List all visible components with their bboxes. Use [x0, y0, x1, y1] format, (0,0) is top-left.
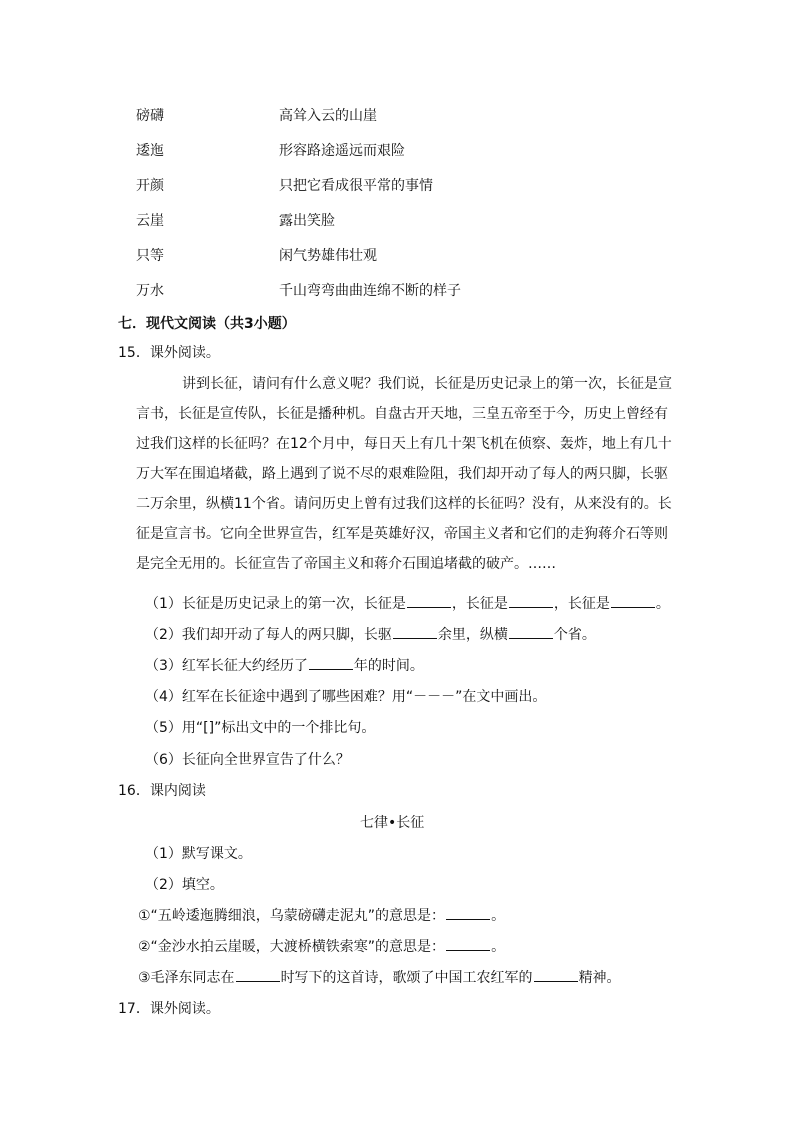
word-left: 开颜 — [136, 178, 164, 194]
word-right: 高耸入云的山崖 — [279, 108, 377, 124]
question-title: 17．课外阅读。 — [118, 1001, 220, 1017]
question-item — [145, 625, 596, 645]
passage-line: 过我们这样的长征吗？在12个月中，每日天上有几十架飞机在侦察、轰炸，地上有几十 — [136, 436, 672, 452]
item-text: 。 — [491, 939, 506, 955]
word-match-row — [136, 139, 656, 163]
question-item: （1）默写课文。 — [145, 846, 252, 862]
item-text: ②“金沙水拍云崖暖，大渡桥横铁索寒”的意思是： — [138, 939, 446, 955]
item-text: 。 — [491, 908, 506, 924]
item-text: 。 — [655, 596, 670, 612]
item-text: 时写下的这首诗，歌颂了中国工农红军的 — [280, 970, 533, 986]
answer-blank[interactable] — [407, 595, 451, 608]
passage-line: 讲到长征，请问有什么意义呢？我们说，长征是历史记录上的第一次，长征是宣 — [182, 376, 672, 392]
item-text: （3）红军长征大约经历了 — [145, 658, 308, 674]
word-match-row — [136, 279, 656, 303]
word-right: 形容路途遥远而艰险 — [279, 143, 405, 159]
word-left: 只等 — [136, 248, 164, 264]
word-right: 露出笑脸 — [279, 213, 335, 229]
passage-line: 万大军在围追堵截，路上遇到了说不尽的艰难险阻，我们却开动了每人的两只脚，长驱 — [136, 466, 668, 482]
question-item — [145, 656, 424, 676]
item-text: 精神。 — [578, 970, 621, 986]
fill-in-item — [138, 937, 505, 957]
item-text: ，长征是 — [451, 596, 508, 612]
word-match-row — [136, 104, 656, 128]
answer-blank[interactable] — [509, 626, 553, 639]
passage-line: 言书，长征是宣传队，长征是播种机。自盘古开天地，三皇五帝至于今，历史上曾经有 — [136, 406, 668, 422]
answer-blank[interactable] — [611, 595, 655, 608]
question-item: （2）填空。 — [145, 877, 224, 893]
fill-in-item — [138, 968, 621, 988]
word-match-row — [136, 174, 656, 198]
answer-blank[interactable] — [309, 657, 353, 670]
item-text: （2）我们却开动了每人的两只脚，长驱 — [145, 627, 392, 643]
item-text: （1）长征是历史记录上的第一次，长征是 — [145, 596, 406, 612]
item-text: 余里，纵横 — [437, 627, 508, 643]
fill-in-item — [138, 906, 505, 926]
question-item: （6）长征向全世界宣告了什么？ — [145, 752, 350, 768]
reading-passage — [136, 369, 684, 579]
word-left: 云崖 — [136, 213, 164, 229]
word-match-row — [136, 209, 656, 233]
word-left: 万水 — [136, 283, 164, 299]
word-left: 磅礴 — [136, 108, 164, 124]
item-text: 个省。 — [553, 627, 596, 643]
item-text: ③毛泽东同志在 — [138, 970, 235, 986]
question-item: （4）红军在长征途中遇到了哪些困难？用“－－－”在文中画出。 — [145, 689, 547, 705]
answer-blank[interactable] — [509, 595, 553, 608]
word-match-row — [136, 244, 656, 268]
item-text: ，长征是 — [553, 596, 610, 612]
item-text: ①“五岭逶迤腾细浪，乌蒙磅礴走泥丸”的意思是： — [138, 908, 446, 924]
passage-line: 二万余里，纵横11个省。请问历史上曾有过我们这样的长征吗？没有，从来没有的。长 — [136, 496, 672, 512]
poem-title: 七律•长征 — [360, 815, 425, 831]
question-item: （5）用“[]”标出文中的一个排比句。 — [145, 720, 376, 736]
answer-blank[interactable] — [446, 938, 490, 951]
answer-blank[interactable] — [236, 969, 280, 982]
word-right: 千山弯弯曲曲连绵不断的样子 — [279, 283, 461, 299]
section-title: 七．现代文阅读（共3小题） — [118, 316, 296, 332]
word-left: 逶迤 — [136, 143, 164, 159]
passage-line: 征是宣言书。它向全世界宣告，红军是英雄好汉，帝国主义者和它们的走狗蒋介石等则 — [136, 526, 668, 542]
question-title: 16．课内阅读 — [118, 783, 206, 799]
answer-blank[interactable] — [393, 626, 437, 639]
word-right: 只把它看成很平常的事情 — [279, 178, 433, 194]
question-title: 15．课外阅读。 — [118, 345, 220, 361]
word-right: 闲气势雄伟壮观 — [279, 248, 377, 264]
passage-line: 是完全无用的。长征宣告了帝国主义和蒋介石围追堵截的破产。…… — [136, 556, 556, 572]
item-text: 年的时间。 — [353, 658, 424, 674]
question-item — [145, 594, 670, 614]
answer-blank[interactable] — [446, 907, 490, 920]
answer-blank[interactable] — [534, 969, 578, 982]
